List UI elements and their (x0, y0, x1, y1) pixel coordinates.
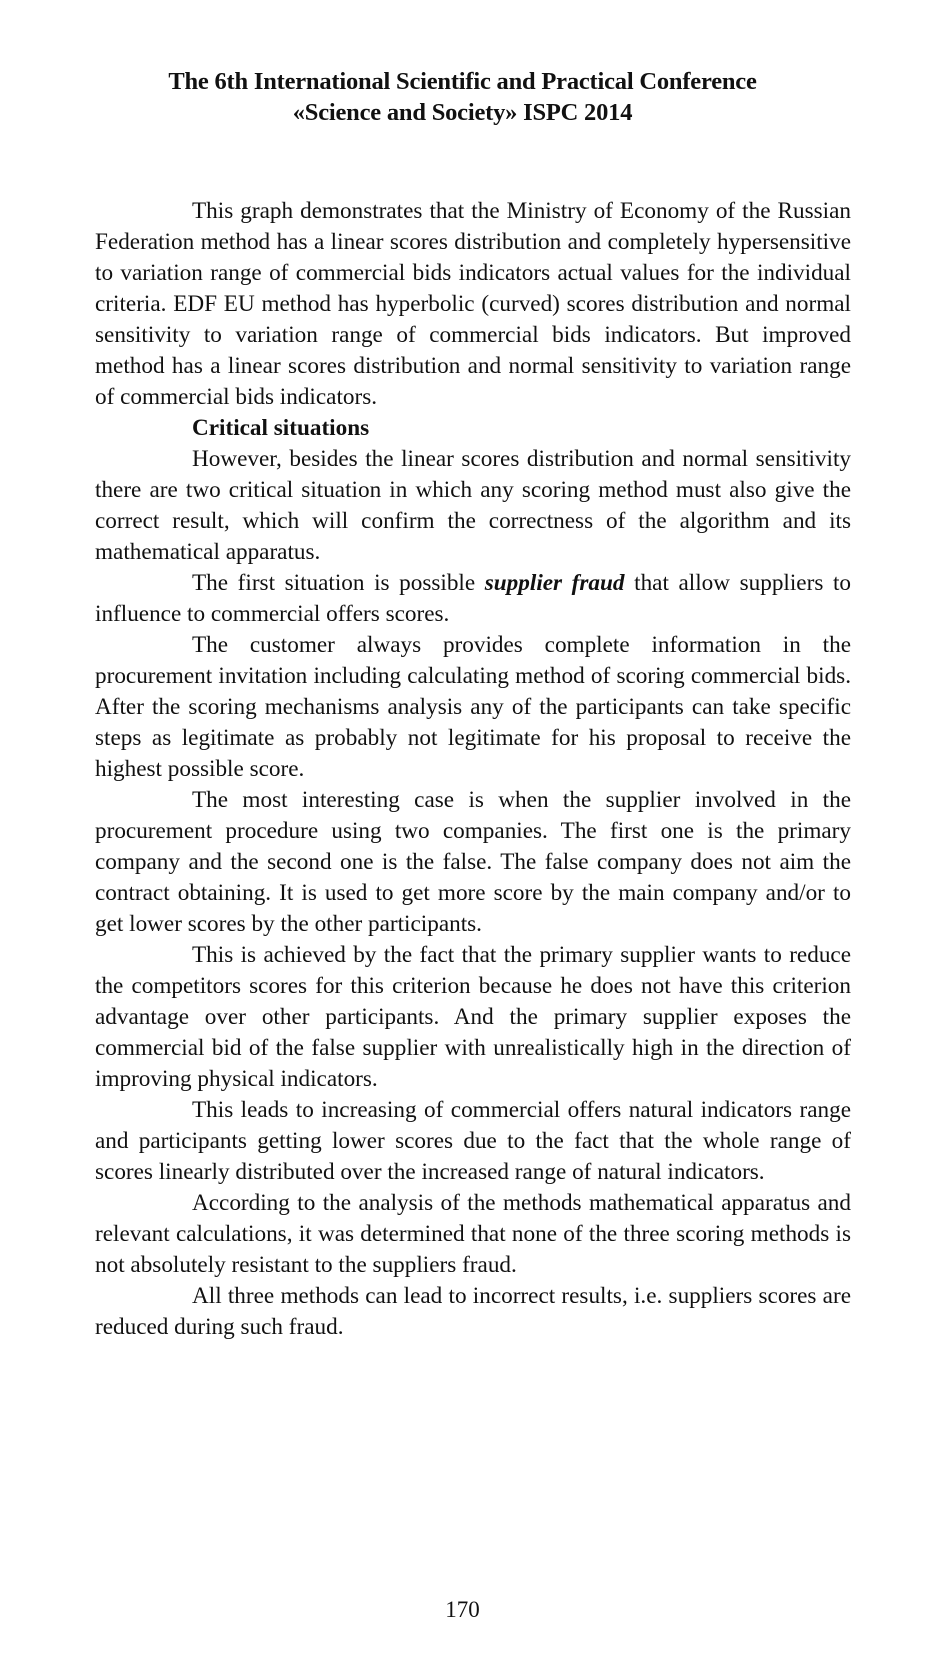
section-heading-critical-situations: Critical situations (192, 415, 370, 441)
paragraph-range-increase: This leads to increasing of commercial offers natural indicators range and participants getting lower scores due to the fact that the whole range of scores linearly distributed over the increased range of natural indicators. (95, 1097, 851, 1185)
emphasis-supplier-fraud: supplier fraud (484, 570, 625, 596)
first-situation-text-before: The first situation is possible (192, 570, 485, 596)
paragraph-first-situation (95, 568, 851, 630)
paragraph-analysis-result: According to the analysis of the methods mathematical apparatus and relevant calculations, it was determined that none of the three scoring methods is not absolutely resistant to the suppliers fraud. (95, 1190, 851, 1278)
paragraph-two-companies-case: The most interesting case is when the supplier involved in the procurement procedure using two companies. The first one is the primary company and the second one is the false. The false company does not aim the contract obtaining. It is used to get more score by the main company and/or to get lower scores by the other participants. (95, 787, 851, 937)
paragraph-graph-summary: This graph demonstrates that the Ministry of Economy of the Russian Federation method has a linear scores distribution and completely hypersensitive to variation range of commercial bids indicators actual values for the individual criteria. EDF EU method has hyperbolic (curved) scores distribution and normal sensitivity to variation range of commercial bids indicators. But improved method has a linear scores distribution and normal sensitivity to variation range of commercial bids indicators. (95, 198, 851, 410)
paragraph-critical-situations-intro: However, besides the linear scores distribution and normal sensitivity there are two critical situation in which any scoring method must also give the correct result, which will confirm the correctness of the algorithm and its mathematical apparatus. (95, 446, 851, 565)
paragraph-primary-supplier: This is achieved by the fact that the primary supplier wants to reduce the competitors scores for this criterion because he does not have this criterion advantage over other participants. And the primary supplier exposes the commercial bid of the false supplier with unrealistically high in the direction of improving physical indicators. (95, 942, 851, 1092)
first-situation-text-after: that allow suppliers to influence to commercial offers scores. (95, 570, 851, 627)
paragraph-customer-information: The customer always provides complete information in the procurement invitation including calculating method of scoring commercial bids. After the scoring mechanisms analysis any of the participants can take specific steps as legitimate as probably not legitimate for his proposal to receive the highest possible score. (95, 632, 851, 782)
conference-title-line-2: «Science and Society» ISPC 2014 (292, 99, 633, 126)
paragraph-conclusion: All three methods can lead to incorrect results, i.e. suppliers scores are reduced during such fraud. (95, 1283, 851, 1340)
body-text (95, 196, 851, 1343)
conference-title-line-1: The 6th International Scientific and Practical Conference (168, 68, 757, 95)
running-header (0, 66, 925, 128)
page-number: 170 (445, 1597, 480, 1622)
